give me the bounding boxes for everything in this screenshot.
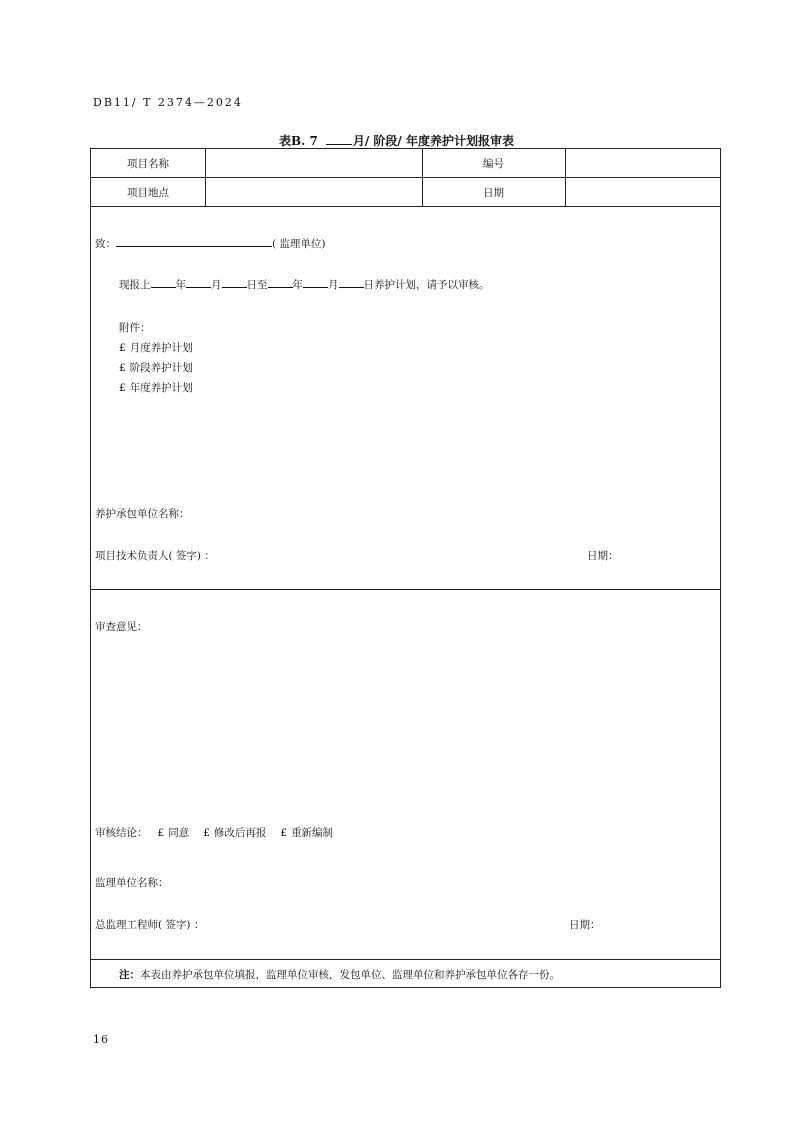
project-location-label: 项目地点: [127, 186, 169, 199]
option-label: 重新编制: [291, 827, 334, 839]
date-field[interactable]: [566, 178, 720, 206]
to-label: 致：: [95, 238, 116, 250]
submission-date-label: 日期：: [587, 550, 619, 562]
attachment-label: 月度养护计划: [129, 342, 193, 354]
end-year-blank[interactable]: [268, 276, 293, 288]
review-opinion-label: 审查意见：: [95, 621, 148, 633]
chief-engineer-signature-label: 总监理工程师( 签字) ：: [95, 919, 205, 931]
table-title-text: 月/ 阶段/ 年度养护计划报审表: [352, 134, 514, 148]
attachment-label: 年度养护计划: [129, 382, 193, 394]
start-month-blank[interactable]: [186, 276, 211, 288]
table-number: 表B. 7: [279, 134, 318, 148]
footnote: [119, 967, 560, 982]
option-label: 同意: [168, 827, 190, 839]
report-text-end: 日养护计划，请予以审核。: [363, 279, 490, 291]
project-name-label: 项目名称: [127, 157, 169, 170]
option-label: 修改后再报: [213, 827, 267, 839]
note-label: 注：: [119, 969, 140, 981]
year-text: 年: [175, 279, 186, 291]
number-label: 编号: [483, 157, 504, 170]
conclusion-label: 审核结论：: [95, 827, 148, 839]
report-sentence: [119, 276, 490, 292]
month-text: 月: [328, 279, 339, 291]
checkbox-icon[interactable]: £: [119, 382, 126, 394]
month-text: 月: [211, 279, 222, 291]
day-to-text: 日至: [246, 279, 268, 291]
start-day-blank[interactable]: [222, 276, 247, 288]
period-blank: [326, 134, 352, 145]
end-month-blank[interactable]: [303, 276, 328, 288]
page-number: 16: [93, 1033, 109, 1046]
supervision-name-label: 监理单位名称：: [95, 877, 169, 889]
addressee-line: [95, 235, 326, 251]
document-code: DB11/ T 2374—2024: [93, 96, 243, 109]
supervision-unit-blank[interactable]: [116, 235, 272, 247]
section-divider: [91, 589, 720, 590]
plan-review-form: [90, 148, 721, 988]
tech-lead-signature-label: 项目技术负责人( 签字) ：: [95, 550, 215, 562]
supervision-unit-label: ( 监理单位): [272, 238, 326, 250]
end-day-blank[interactable]: [339, 276, 364, 288]
report-text: 现报上: [119, 279, 151, 291]
checkbox-icon[interactable]: £: [280, 827, 288, 839]
option-revise-resubmit[interactable]: [203, 827, 266, 839]
review-date-label: 日期：: [569, 919, 601, 931]
section-divider: [91, 959, 720, 960]
attachment-annual[interactable]: [119, 380, 193, 395]
contractor-name-label: 养护承包单位名称：: [95, 508, 190, 520]
year-text: 年: [292, 279, 303, 291]
start-year-blank[interactable]: [151, 276, 176, 288]
table-title: [0, 132, 793, 149]
row-divider: [91, 206, 720, 207]
option-recompile[interactable]: [280, 827, 333, 839]
attachment-label: 阶段养护计划: [129, 362, 193, 374]
date-label: 日期: [483, 186, 504, 199]
review-conclusion: [95, 825, 333, 840]
checkbox-icon[interactable]: £: [119, 362, 126, 374]
checkbox-icon[interactable]: £: [203, 827, 210, 839]
project-location-field[interactable]: [206, 178, 422, 206]
checkbox-icon[interactable]: £: [157, 827, 165, 839]
project-name-field[interactable]: [206, 149, 422, 177]
attachments-label: 附件：: [119, 322, 151, 334]
attachment-phase[interactable]: [119, 360, 193, 375]
note-text: 本表由养护承包单位填报，监理单位审核，发包单位、监理单位和养护承包单位各存一份。: [140, 969, 560, 981]
attachment-monthly[interactable]: [119, 340, 193, 355]
option-approve[interactable]: [158, 827, 190, 839]
number-field[interactable]: [566, 149, 720, 177]
checkbox-icon[interactable]: £: [119, 342, 126, 354]
